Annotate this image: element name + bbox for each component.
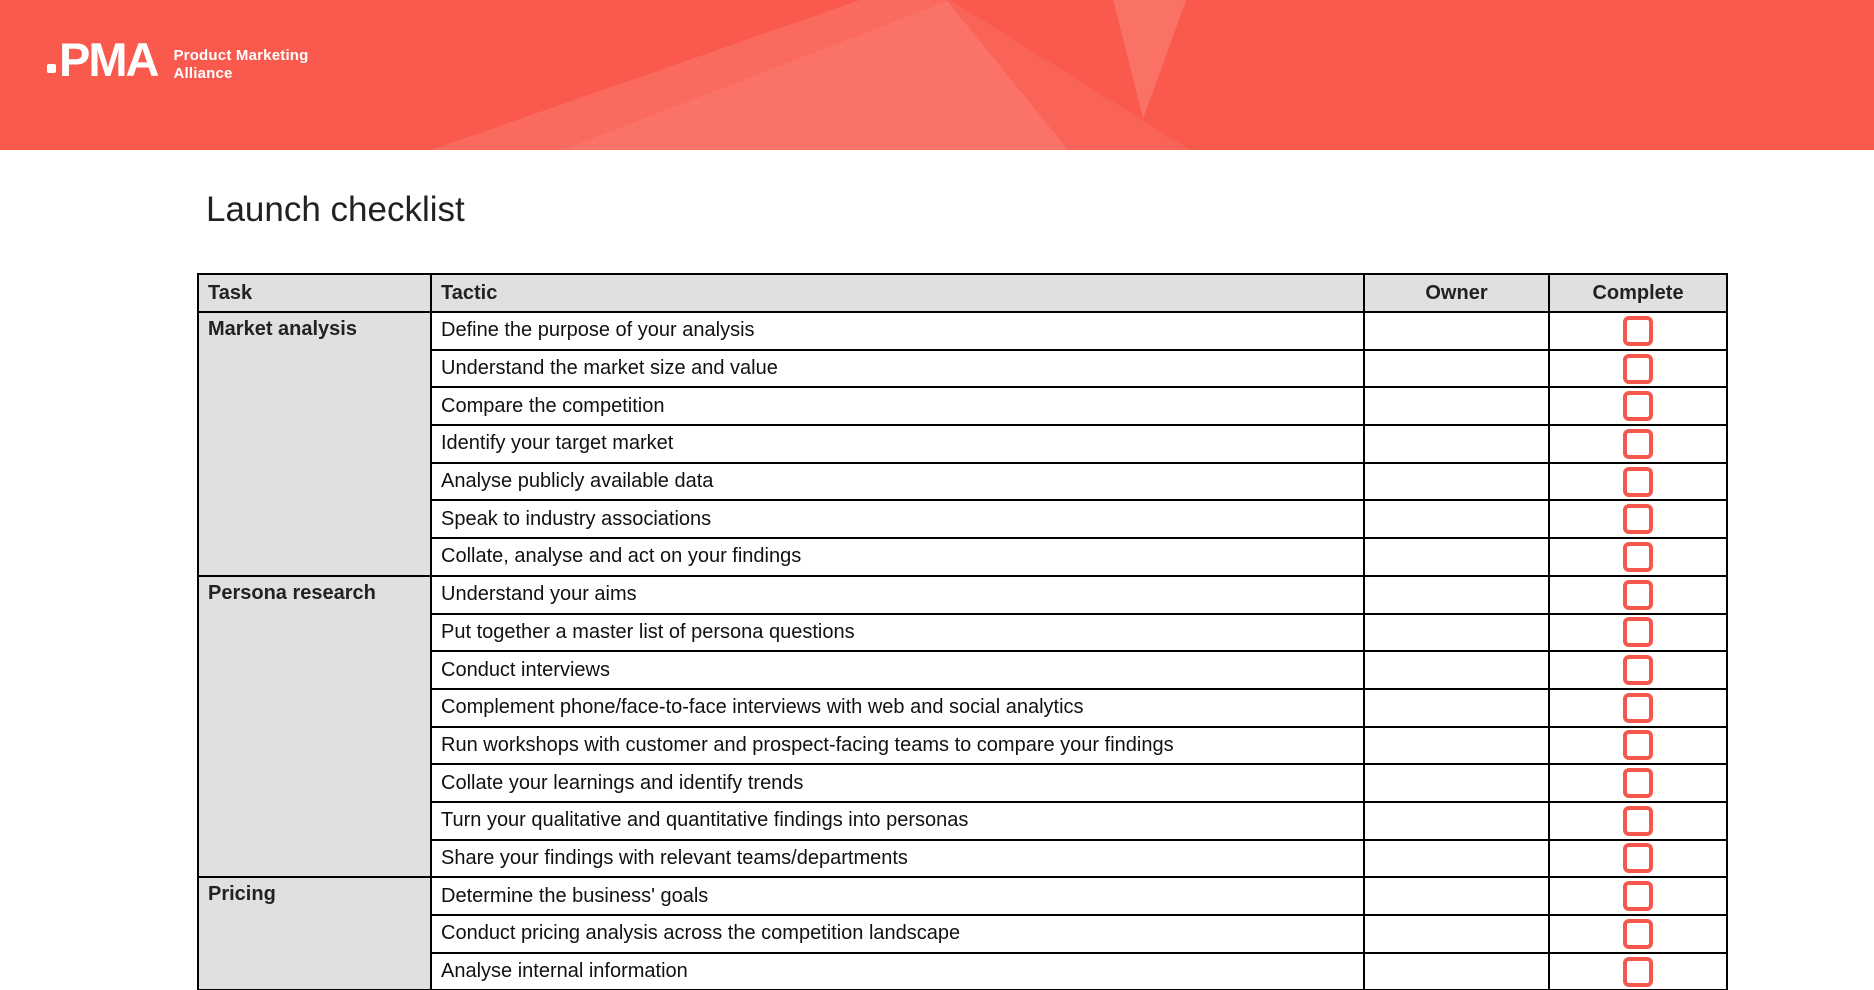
owner-cell[interactable] bbox=[1364, 727, 1549, 765]
complete-checkbox[interactable] bbox=[1623, 429, 1653, 459]
pma-logo-mark bbox=[47, 33, 158, 86]
complete-cell bbox=[1549, 877, 1727, 915]
owner-cell[interactable] bbox=[1364, 463, 1549, 501]
owner-cell[interactable] bbox=[1364, 953, 1549, 990]
column-header-task: Task bbox=[198, 274, 431, 312]
complete-checkbox[interactable] bbox=[1623, 768, 1653, 798]
owner-cell[interactable] bbox=[1364, 576, 1549, 614]
tactic-cell: Run workshops with customer and prospect-facing teams to compare your findings bbox=[431, 727, 1364, 765]
complete-cell bbox=[1549, 953, 1727, 990]
tactic-cell: Compare the competition bbox=[431, 387, 1364, 425]
tactic-cell: Put together a master list of persona questions bbox=[431, 614, 1364, 652]
complete-cell bbox=[1549, 538, 1727, 576]
tactic-cell: Collate, analyse and act on your findings bbox=[431, 538, 1364, 576]
brand-wordmark bbox=[173, 47, 308, 83]
complete-cell bbox=[1549, 614, 1727, 652]
task-group-label: Persona research bbox=[198, 576, 431, 878]
complete-cell bbox=[1549, 651, 1727, 689]
complete-checkbox[interactable] bbox=[1623, 504, 1653, 534]
owner-cell[interactable] bbox=[1364, 312, 1549, 350]
brand-line-2: Alliance bbox=[173, 65, 233, 82]
complete-cell bbox=[1549, 425, 1727, 463]
complete-cell bbox=[1549, 802, 1727, 840]
owner-cell[interactable] bbox=[1364, 614, 1549, 652]
tactic-cell: Understand your aims bbox=[431, 576, 1364, 614]
complete-cell bbox=[1549, 727, 1727, 765]
complete-checkbox[interactable] bbox=[1623, 957, 1653, 987]
owner-cell[interactable] bbox=[1364, 425, 1549, 463]
owner-cell[interactable] bbox=[1364, 764, 1549, 802]
complete-checkbox[interactable] bbox=[1623, 580, 1653, 610]
tactic-cell: Collate your learnings and identify trends bbox=[431, 764, 1364, 802]
header-banner bbox=[0, 0, 1874, 150]
complete-cell bbox=[1549, 312, 1727, 350]
page-title: Launch checklist bbox=[206, 190, 465, 229]
tactic-cell: Define the purpose of your analysis bbox=[431, 312, 1364, 350]
owner-cell[interactable] bbox=[1364, 840, 1549, 878]
owner-cell[interactable] bbox=[1364, 915, 1549, 953]
tactic-cell: Conduct interviews bbox=[431, 651, 1364, 689]
complete-cell bbox=[1549, 387, 1727, 425]
table-row bbox=[198, 576, 1727, 614]
task-group-label: Pricing bbox=[198, 877, 431, 990]
complete-checkbox[interactable] bbox=[1623, 919, 1653, 949]
owner-cell[interactable] bbox=[1364, 387, 1549, 425]
column-header-owner: Owner bbox=[1364, 274, 1549, 312]
tactic-cell: Share your findings with relevant teams/departments bbox=[431, 840, 1364, 878]
complete-cell bbox=[1549, 915, 1727, 953]
complete-checkbox[interactable] bbox=[1623, 806, 1653, 836]
complete-checkbox[interactable] bbox=[1623, 693, 1653, 723]
tactic-cell: Determine the business' goals bbox=[431, 877, 1364, 915]
complete-checkbox[interactable] bbox=[1623, 655, 1653, 685]
complete-checkbox[interactable] bbox=[1623, 316, 1653, 346]
owner-cell[interactable] bbox=[1364, 500, 1549, 538]
tactic-cell: Conduct pricing analysis across the competition landscape bbox=[431, 915, 1364, 953]
header-row bbox=[198, 274, 1727, 312]
checklist-table bbox=[197, 273, 1728, 990]
column-header-complete: Complete bbox=[1549, 274, 1727, 312]
owner-cell[interactable] bbox=[1364, 689, 1549, 727]
complete-cell bbox=[1549, 689, 1727, 727]
task-group-label: Market analysis bbox=[198, 312, 431, 576]
owner-cell[interactable] bbox=[1364, 877, 1549, 915]
owner-cell[interactable] bbox=[1364, 802, 1549, 840]
complete-checkbox[interactable] bbox=[1623, 391, 1653, 421]
brand-line-1: Product Marketing bbox=[173, 47, 309, 64]
complete-checkbox[interactable] bbox=[1623, 542, 1653, 572]
owner-cell[interactable] bbox=[1364, 350, 1549, 388]
tactic-cell: Complement phone/face-to-face interviews with web and social analytics bbox=[431, 689, 1364, 727]
complete-cell bbox=[1549, 840, 1727, 878]
column-header-tactic: Tactic bbox=[431, 274, 1364, 312]
complete-checkbox[interactable] bbox=[1623, 354, 1653, 384]
complete-cell bbox=[1549, 500, 1727, 538]
tactic-cell: Speak to industry associations bbox=[431, 500, 1364, 538]
complete-checkbox[interactable] bbox=[1623, 617, 1653, 647]
complete-checkbox[interactable] bbox=[1623, 881, 1653, 911]
complete-checkbox[interactable] bbox=[1623, 730, 1653, 760]
complete-cell bbox=[1549, 463, 1727, 501]
pma-logo-text: PMA bbox=[59, 33, 158, 86]
table-row bbox=[198, 877, 1727, 915]
owner-cell[interactable] bbox=[1364, 651, 1549, 689]
tactic-cell: Analyse publicly available data bbox=[431, 463, 1364, 501]
tactic-cell: Turn your qualitative and quantitative findings into personas bbox=[431, 802, 1364, 840]
table-row bbox=[198, 312, 1727, 350]
tactic-cell: Identify your target market bbox=[431, 425, 1364, 463]
tactic-cell: Understand the market size and value bbox=[431, 350, 1364, 388]
complete-checkbox[interactable] bbox=[1623, 843, 1653, 873]
tactic-cell: Analyse internal information bbox=[431, 953, 1364, 990]
complete-cell bbox=[1549, 350, 1727, 388]
pma-logo-dot-icon bbox=[47, 64, 56, 73]
complete-checkbox[interactable] bbox=[1623, 467, 1653, 497]
complete-cell bbox=[1549, 764, 1727, 802]
pma-logo bbox=[47, 33, 309, 86]
owner-cell[interactable] bbox=[1364, 538, 1549, 576]
complete-cell bbox=[1549, 576, 1727, 614]
